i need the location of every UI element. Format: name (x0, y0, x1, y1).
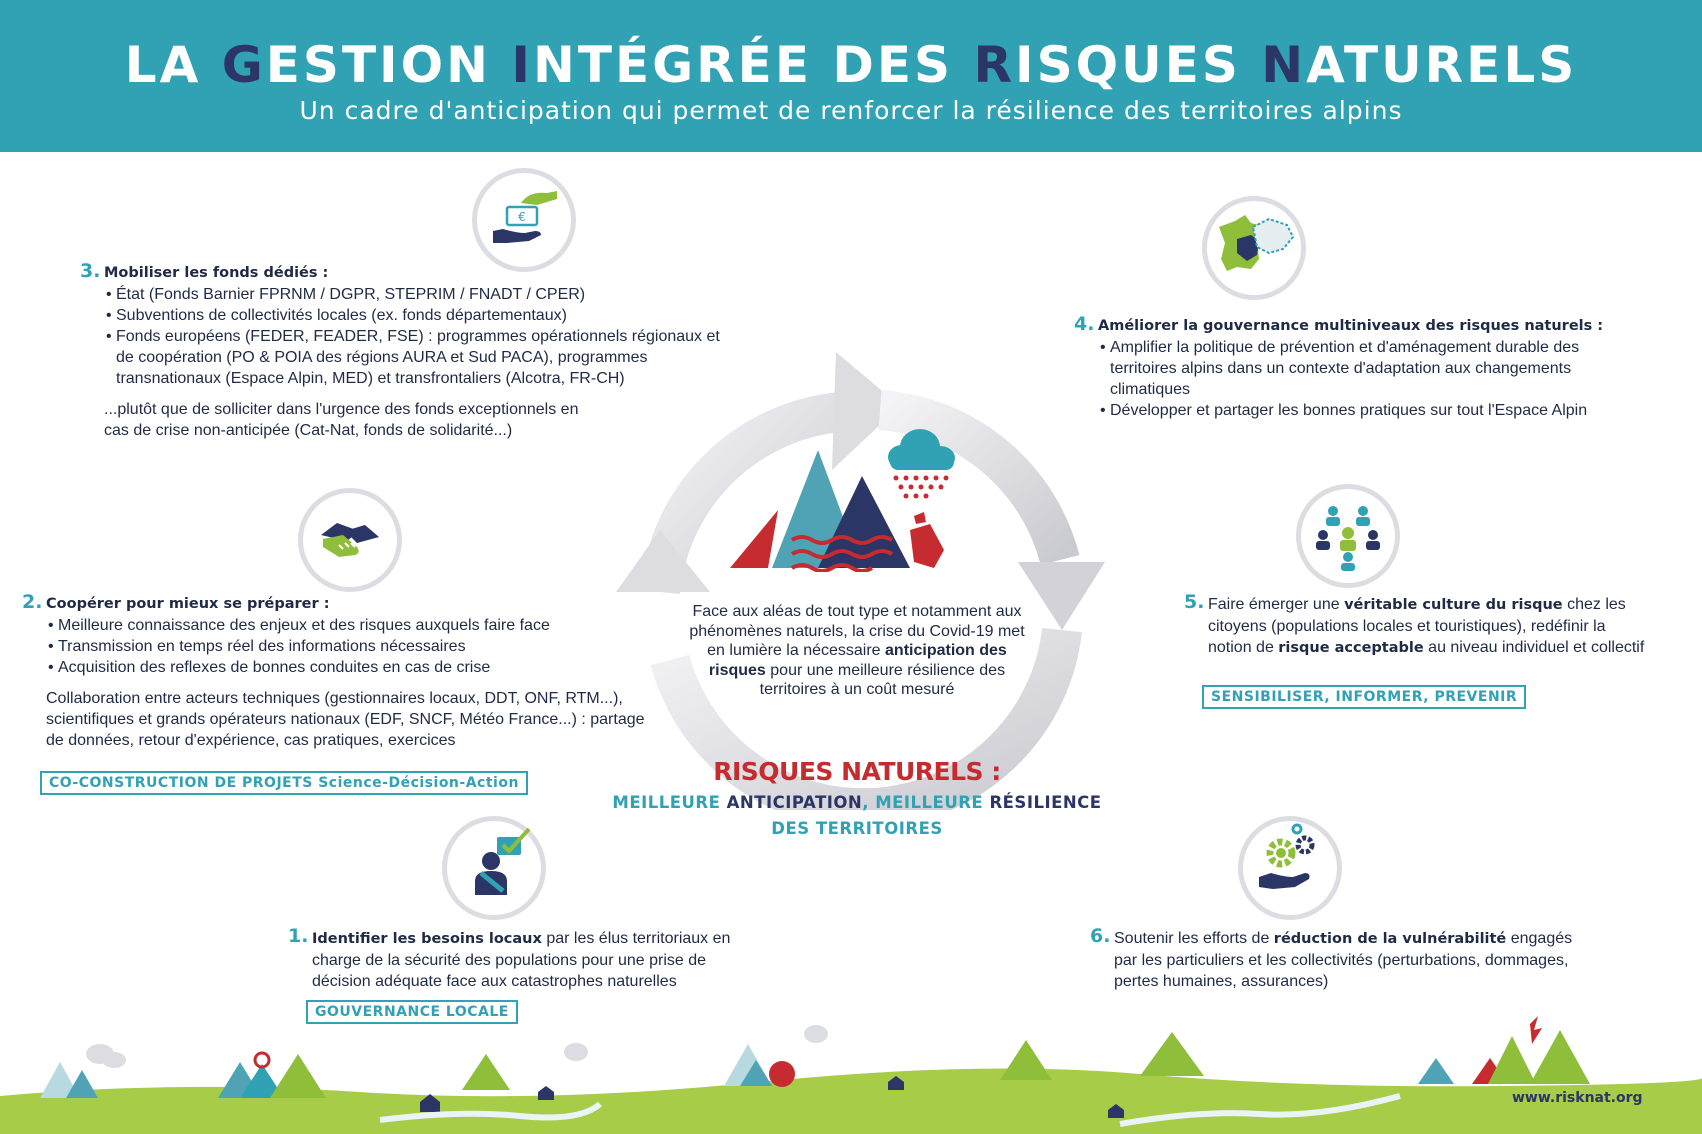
section-heading: Mobiliser les fonds dédiés : (104, 265, 329, 281)
tag-co-construction: CO-CONSTRUCTION DE PROJETS Science-Décision-Action (40, 771, 528, 795)
tag-gouvernance-locale: GOUVERNANCE LOCALE (306, 1000, 518, 1024)
list-item: • Fonds européens (FEDER, FEADER, FSE) : programmes opérationnels régionaux et de coopération (PO & POIA des régions AURA et Sud PACA), programmes transnationaux (Espace Alpin, MED) et transfrontaliers (Alcotra, FR-CH) (104, 326, 724, 389)
handshake-icon (298, 488, 402, 592)
risques-naturels-title: RISQUES NATURELS : (713, 757, 1001, 786)
list-item: • Subventions de collectivités locales (ex. fonds départementaux) (104, 305, 724, 326)
list-item: • Amplifier la politique de prévention et d'aménagement durable des territoires alpins dans un contexte d'adaptation aux changements climatiques (1098, 337, 1618, 400)
hand-money-icon (472, 168, 576, 272)
list-item: • Meilleure connaissance des enjeux et des risques auxquels faire face (46, 615, 646, 636)
people-network-icon (1296, 484, 1400, 588)
section-number: 5. (1184, 591, 1205, 613)
bullet-list (104, 284, 724, 389)
person-chat-check-icon (442, 816, 546, 920)
page-title: LA GESTION INTÉGRÉE DES RISQUES NATURELS (124, 36, 1578, 94)
list-item: • Transmission en temps réel des informations nécessaires (46, 636, 646, 657)
section-1-local-needs: 1. Identifier les besoins locaux par les élus territoriaux en charge de la sécurité des populations pour une prise de décision adéquate face aux catastrophes naturelles (288, 925, 731, 990)
svg-text:€: € (518, 210, 526, 224)
list-item: • Développer et partager les bonnes pratiques sur tout l'Espace Alpin (1098, 400, 1618, 421)
section-number: 2. (22, 591, 43, 613)
tag-sensibiliser: SENSIBILISER, INFORMER, PREVENIR (1202, 685, 1526, 709)
section-heading: Améliorer la gouvernance multiniveaux des risques naturels : (1098, 318, 1604, 334)
section-5-risk-culture: 5. Faire émerger une véritable culture du risque chez les citoyens (populations locales et touristiques), redéfinir la notion de risque acceptable au niveau individuel et collectif (1184, 591, 1645, 656)
header-banner (0, 0, 1702, 152)
section-heading: Coopérer pour mieux se préparer : (46, 596, 330, 612)
section-heading: Identifier les besoins locaux (312, 931, 542, 947)
center-statement: Face aux aléas de tout type et notamment aux phénomènes naturels, la crise du Covid-19 met en lumière la nécessaire anticipation des risques pour une meilleure résilience des territoires à un coût mesuré (689, 603, 1025, 698)
section-3-funding (80, 260, 724, 441)
france-alps-map-icon (1202, 196, 1306, 300)
cloud-icon (888, 429, 955, 470)
section-number: 6. (1090, 925, 1111, 947)
hand-gears-icon (1238, 816, 1342, 920)
section-4-governance (1074, 313, 1658, 421)
section-note: Collaboration entre acteurs techniques (gestionnaires locaux, DDT, ONF, RTM...), scientifiques et grands opérateurs nationaux (EDF, SNCF, Météo France...) : partage de données, retour d'expérience, cas pratiques, exercices (46, 690, 645, 749)
mountains-cloud-flood-icon (730, 412, 990, 572)
bullet-list (46, 615, 646, 678)
section-6-vulnerability: 6. Soutenir les efforts de réduction de la vulnérabilité engagés par les particuliers et les collectivités (perturbations, dommages, pertes humaines, assurances) (1090, 925, 1573, 990)
page-subtitle: Un cadre d'anticipation qui permet de renforcer la résilience des territoires alpins (299, 96, 1403, 125)
section-number: 1. (288, 925, 309, 947)
list-item: • État (Fonds Barnier FPRNM / DGPR, STEPRIM / FNADT / CPER) (104, 284, 724, 305)
section-note: ...plutôt que de solliciter dans l'urgence des fonds exceptionnels en cas de crise non-anticipée (Cat-Nat, fonds de solidarité...) (104, 401, 579, 439)
bullet-list (1098, 337, 1618, 421)
list-item: • Acquisition des reflexes de bonnes conduites en cas de crise (46, 657, 646, 678)
footer-url[interactable]: www.risknat.org (1512, 1090, 1643, 1106)
section-2-cooperation (22, 591, 646, 751)
risques-naturels-subtitle: MEILLEURE ANTICIPATION, MEILLEURE RÉSILIENCE DES TERRITOIRES (612, 793, 1102, 838)
landscape-illustration (0, 1000, 1702, 1134)
section-number: 3. (80, 260, 101, 282)
section-number: 4. (1074, 313, 1095, 335)
